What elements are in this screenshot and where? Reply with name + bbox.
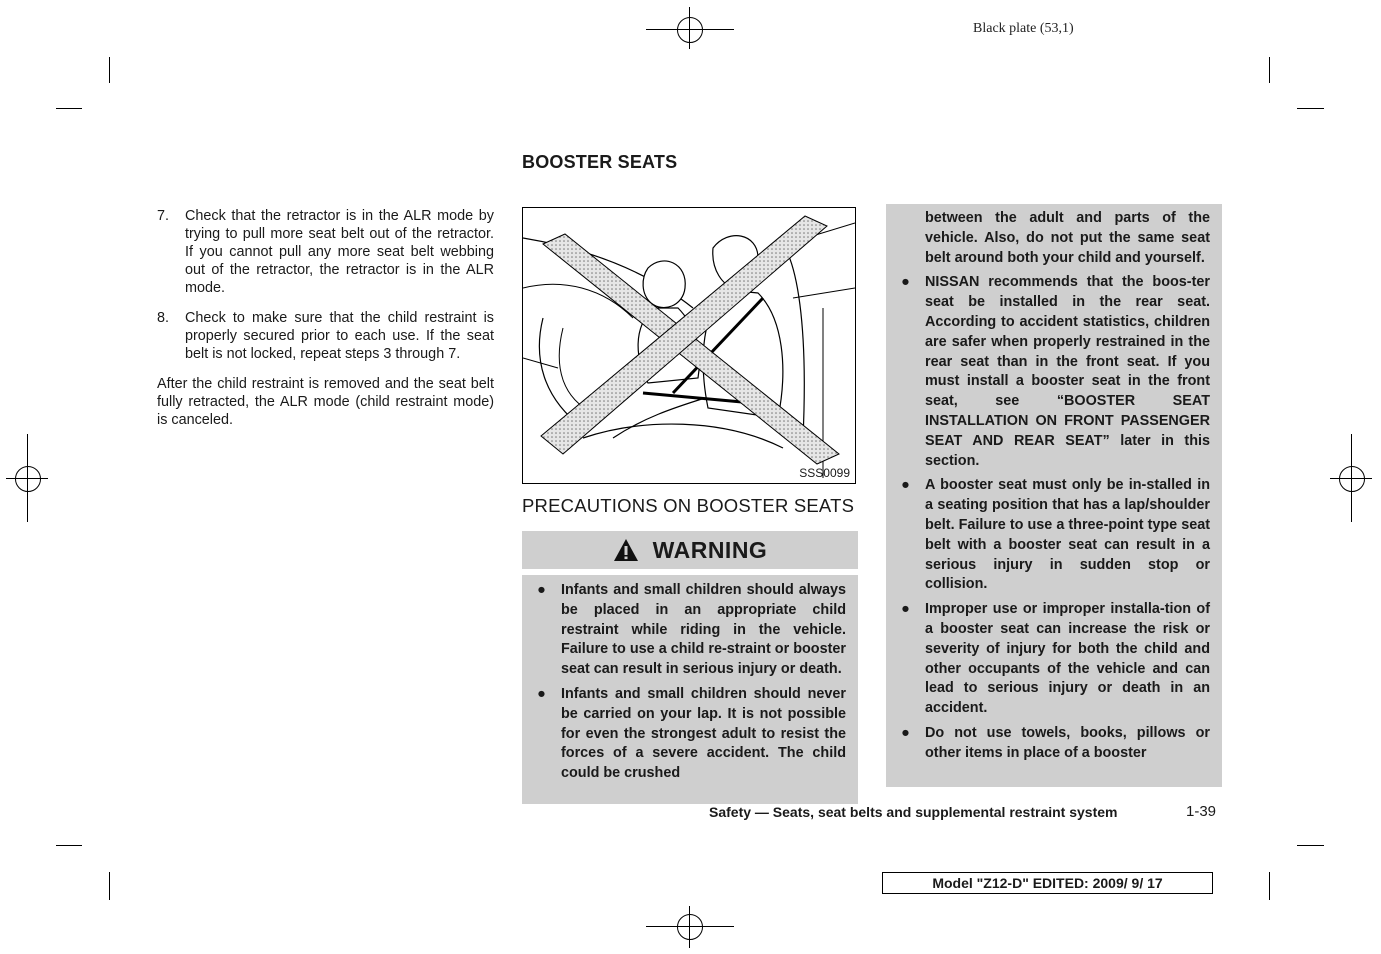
- warning-text: Improper use or improper installa-tion of a booster seat can increase the risk or severity of injury for both the child and other occupants of the vehicle and can lead to serious injury or death in an accident.: [925, 601, 1210, 717]
- bullet-icon: ●: [901, 601, 910, 618]
- warning-bullet-list: [886, 273, 1222, 763]
- plate-label: Black plate (53,1): [973, 21, 1074, 36]
- warning-continuation-box: [886, 204, 1222, 787]
- subsection-title: PRECAUTIONS ON BOOSTER SEATS: [522, 495, 855, 516]
- warning-text: Do not use towels, books, pillows or other items in place of a booster: [925, 724, 1210, 761]
- step-number: 7.: [157, 208, 170, 224]
- warning-label: WARNING: [652, 536, 768, 563]
- continuation-text: between the adult and parts of the vehicle. Also, do not put the same seat belt around both your child and yourself.: [925, 210, 1210, 266]
- warning-text: A booster seat must only be in-stalled in a seating position that has a lap/shoulder belt. Failure to use a three-point type seat belt with a booster seat can result in a serious injury in sudden stop or collision.: [925, 477, 1210, 593]
- warning-text: Infants and small children should always be placed in an appropriate child restraint while riding in the vehicle. Failure to use a child re-straint or booster seat can result in serious injury or death.: [561, 582, 846, 678]
- alr-cancel-paragraph: After the child restraint is removed and the seat belt fully retracted, the ALR mode (child restraint mode) is canceled.: [157, 376, 494, 428]
- step-number: 8.: [157, 310, 170, 326]
- step-text: Check to make sure that the child restraint is properly secured prior to each use. If the seat belt is not locked, repeat steps 3 through 7.: [185, 310, 494, 362]
- step-item: [157, 207, 494, 297]
- step-item: [157, 309, 494, 363]
- warning-triangle-icon: [613, 538, 639, 562]
- running-footer: Safety — Seats, seat belts and supplemental restraint system: [709, 804, 1118, 820]
- bullet-icon: ●: [901, 477, 910, 494]
- list-item: [886, 273, 1222, 471]
- warning-bullet-list: [522, 575, 858, 784]
- bullet-icon: ●: [901, 724, 910, 741]
- list-item: [886, 724, 1222, 764]
- child-on-lap-illustration: [523, 208, 855, 483]
- left-column: [157, 207, 494, 429]
- booster-seat-illustration: [522, 207, 856, 484]
- warning-text: Infants and small children should never be carried on your lap. It is not possible for even the strongest adult to resist the forces of a severe accident. The child could be crushed: [561, 685, 846, 782]
- list-item: [886, 476, 1222, 595]
- list-item: [886, 600, 1222, 719]
- page-number: 1-39: [1186, 803, 1217, 820]
- section-title: BOOSTER SEATS: [522, 152, 678, 172]
- warning-text: NISSAN recommends that the boos-ter seat be installed in the rear seat. According to accident statistics, children are safer when properly restrained in the rear seat than in the front seat. If you must install a booster seat in the front seat, see “BOOSTER SEAT INSTALLATION ON FRONT PASSENGER SEAT AND REAR SEAT” later in this section.: [925, 274, 1210, 469]
- step-text: Check that the retractor is in the ALR mode by trying to pull more seat belt out of the retractor. If you cannot pull any more seat belt webbing out of the retractor, the retractor is in the ALR mode.: [185, 208, 494, 296]
- list-item: [522, 685, 858, 784]
- warning-header: [522, 531, 858, 569]
- figure-code: SSS0099: [799, 466, 850, 480]
- bullet-icon: ●: [901, 274, 910, 291]
- bullet-icon: ●: [537, 582, 546, 598]
- list-item: [522, 581, 858, 680]
- bullet-icon: ●: [537, 685, 546, 702]
- warning-box: [522, 575, 858, 804]
- model-edited-stamp: Model "Z12-D" EDITED: 2009/ 9/ 17: [882, 872, 1213, 894]
